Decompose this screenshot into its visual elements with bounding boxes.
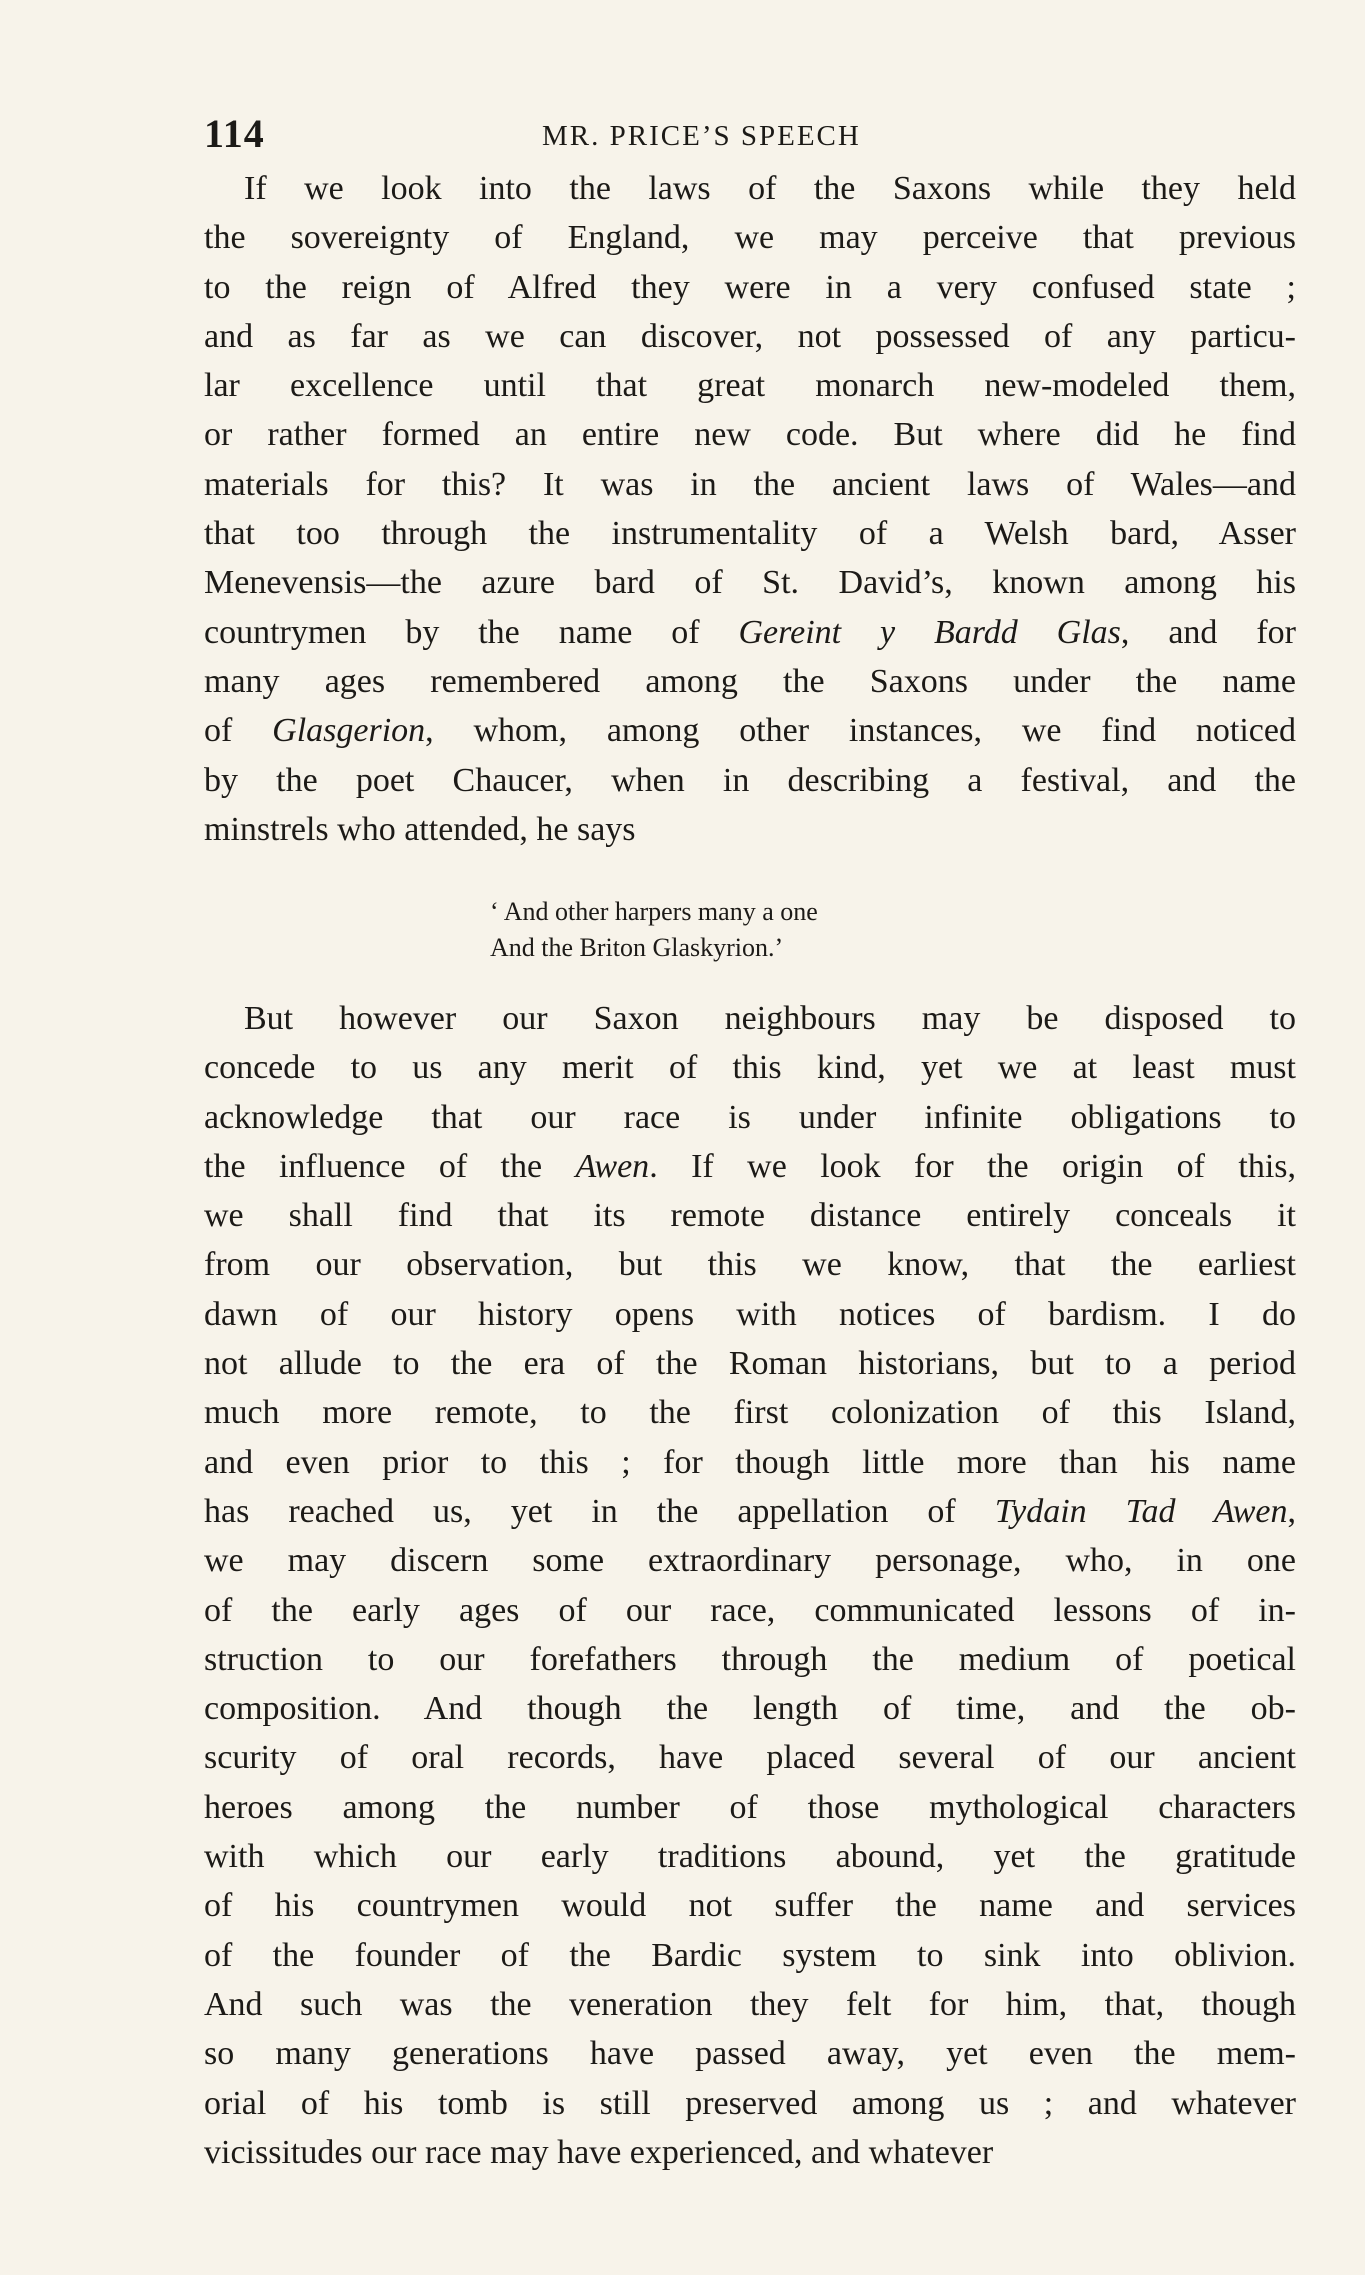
text-line <box>204 1339 1296 1388</box>
text-line <box>204 805 1296 854</box>
text-segment: , <box>1287 1492 1296 1530</box>
italic-term: Tydain Tad Awen <box>994 1492 1288 1530</box>
text-segment: the influence of the <box>204 1147 576 1185</box>
italic-term: Awen <box>575 1147 650 1185</box>
text-line <box>204 1043 1296 1092</box>
text-segment: materials for this? It was in the ancient laws of Wales—and <box>204 465 1296 503</box>
text-line <box>204 1635 1296 1684</box>
text-line <box>204 1240 1296 1289</box>
text-segment: minstrels who attended, he says <box>204 810 636 848</box>
running-head: MR. PRICE’S SPEECH <box>542 120 861 152</box>
paragraph-2 <box>204 994 1304 2177</box>
text-line <box>204 2128 1296 2177</box>
text-segment: Menevensis—the azure bard of St. David’s, known among his <box>204 564 1296 602</box>
text-line <box>204 1438 1296 1487</box>
text-segment: dawn of our history opens with notices of bardism. I do <box>204 1295 1296 1333</box>
text-line <box>204 1733 1296 1782</box>
text-line <box>204 2029 1296 2078</box>
text-segment: much more remote, to the first colonization of this Island, <box>204 1394 1296 1432</box>
text-line <box>204 1290 1296 1339</box>
verse-line-2: And the Briton Glaskyrion.’ <box>490 933 784 962</box>
text-segment: . If we look for the origin of this, <box>649 1147 1296 1185</box>
text-segment: that too through the instrumentality of a Welsh bard, Asser <box>204 515 1296 553</box>
text-segment: acknowledge that our race is under infinite obligations to <box>204 1098 1296 1136</box>
text-line <box>204 213 1296 262</box>
text-line <box>204 1931 1296 1980</box>
text-line <box>204 1881 1296 1930</box>
text-line <box>204 558 1296 607</box>
text-line <box>204 706 1296 755</box>
text-line <box>204 608 1296 657</box>
text-line <box>204 2079 1296 2128</box>
text-segment: many ages remembered among the Saxons under the name <box>204 662 1296 700</box>
text-line <box>204 164 1296 213</box>
text-line <box>204 312 1296 361</box>
text-segment: struction to our forefathers through the medium of poetical <box>204 1640 1296 1678</box>
text-segment: by the poet Chaucer, when in describing a festival, and the <box>204 761 1296 799</box>
text-segment: orial of his tomb is still preserved among us ; and whatever <box>204 2084 1296 2122</box>
paragraph-1 <box>204 164 1304 854</box>
text-line <box>204 657 1296 706</box>
text-line <box>204 1142 1296 1191</box>
text-segment: And such was the veneration they felt for him, that, though <box>204 1985 1296 2023</box>
text-segment: , whom, among other instances, we find noticed <box>425 712 1296 750</box>
text-line <box>204 1093 1296 1142</box>
text-segment: and as far as we can discover, not possessed of any particu- <box>204 317 1296 355</box>
text-line <box>204 1536 1296 1585</box>
text-line <box>204 1684 1296 1733</box>
text-segment: countrymen by the name of <box>204 613 739 651</box>
text-segment: from our observation, but this we know, that the earliest <box>204 1246 1296 1284</box>
text-segment: of the founder of the Bardic system to sink into oblivion. <box>204 1936 1296 1974</box>
text-segment: we shall find that its remote distance entirely conceals it <box>204 1197 1296 1235</box>
italic-term: Gereint y Bardd Glas <box>738 613 1121 651</box>
text-line <box>204 1586 1296 1635</box>
text-segment: not allude to the era of the Roman historians, but to a period <box>204 1345 1296 1383</box>
text-line <box>204 509 1296 558</box>
text-segment: composition. And though the length of time, and the ob- <box>204 1690 1296 1728</box>
text-segment: and even prior to this ; for though little more than his name <box>204 1443 1296 1481</box>
text-line <box>204 1487 1296 1536</box>
text-segment: lar excellence until that great monarch new-modeled them, <box>204 367 1296 405</box>
verse-quote <box>204 894 1296 966</box>
text-segment: with which our early traditions abound, yet the gratitude <box>204 1838 1296 1876</box>
text-segment: If we look into the laws of the Saxons while they held <box>244 170 1296 207</box>
text-segment: or rather formed an entire new code. But where did he find <box>204 416 1296 454</box>
text-segment: of <box>204 712 273 750</box>
text-line <box>204 756 1296 805</box>
text-segment: the sovereignty of England, we may perceive that previous <box>204 219 1296 257</box>
text-line <box>204 1832 1296 1881</box>
page-header <box>204 110 1304 160</box>
text-line <box>204 1191 1296 1240</box>
text-line <box>204 1980 1296 2029</box>
text-segment: vicissitudes our race may have experienced, and whatever <box>204 2133 994 2171</box>
text-line <box>204 1388 1296 1437</box>
text-segment: , and for <box>1120 613 1296 651</box>
text-segment: concede to us any merit of this kind, yet we at least must <box>204 1049 1296 1087</box>
text-line <box>204 460 1296 509</box>
italic-term: Glasgerion <box>272 712 426 750</box>
text-segment: scurity of oral records, have placed several of our ancient <box>204 1739 1296 1777</box>
text-line <box>204 410 1296 459</box>
text-segment: heroes among the number of those mythological characters <box>204 1788 1296 1826</box>
text-segment: so many generations have passed away, yet even the mem- <box>204 2035 1296 2073</box>
text-line <box>204 361 1296 410</box>
text-line <box>204 994 1296 1043</box>
text-segment: of the early ages of our race, communicated lessons of in- <box>204 1591 1296 1629</box>
text-segment: of his countrymen would not suffer the name and services <box>204 1887 1296 1925</box>
text-segment: to the reign of Alfred they were in a very confused state ; <box>204 268 1296 306</box>
text-line <box>204 1783 1296 1832</box>
verse-line-1: ‘ And other harpers many a one <box>490 897 818 926</box>
text-segment: But however our Saxon neighbours may be disposed to <box>244 1000 1296 1037</box>
text-line <box>204 263 1296 312</box>
text-segment: has reached us, yet in the appellation of <box>204 1492 995 1530</box>
text-segment: we may discern some extraordinary personage, who, in one <box>204 1542 1296 1580</box>
page-number: 114 <box>204 111 265 156</box>
